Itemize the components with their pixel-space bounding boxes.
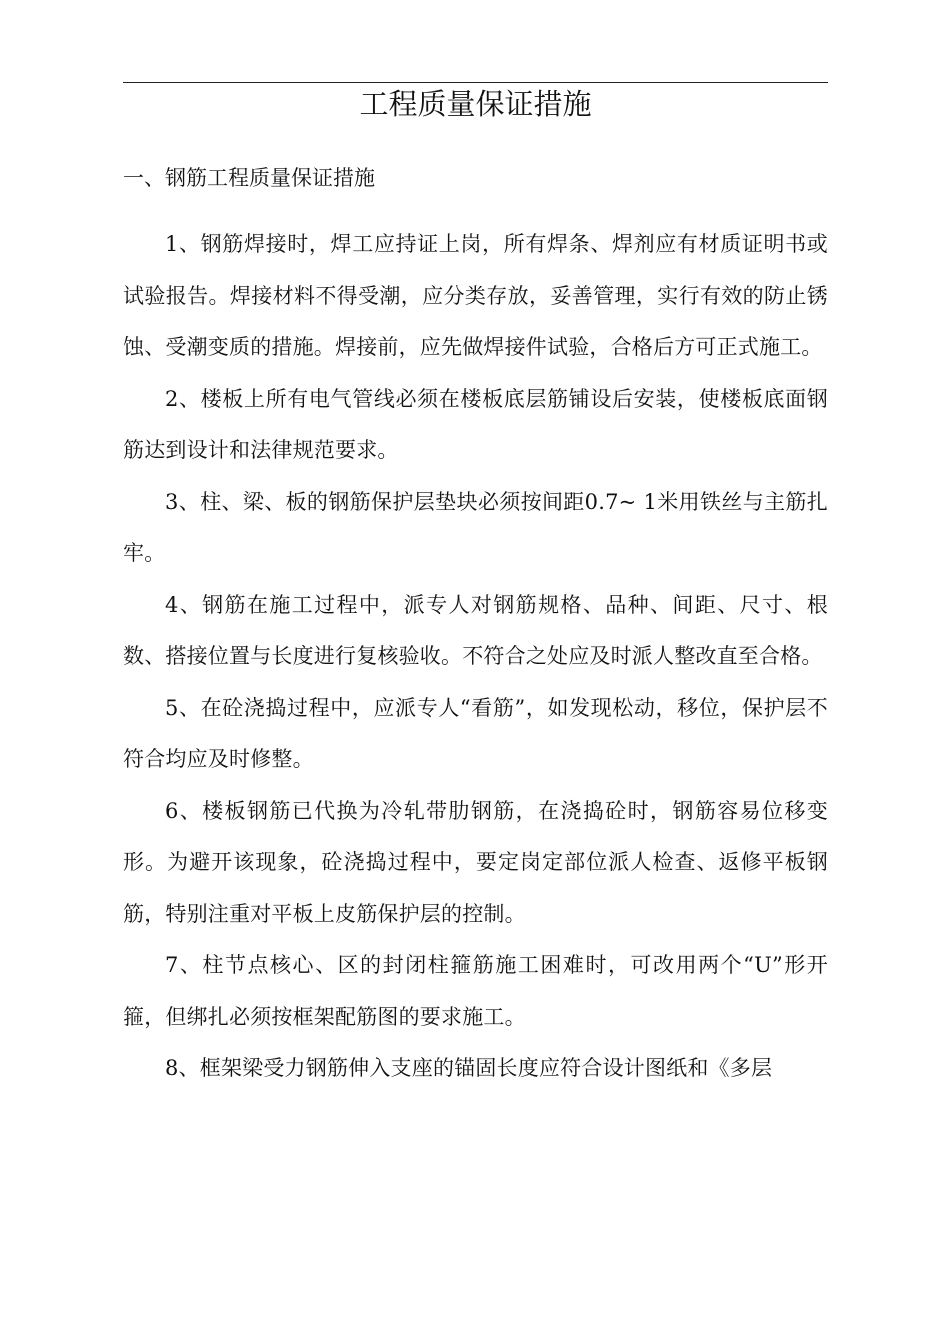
paragraph-2: 2、楼板上所有电气管线必须在楼板底层筋铺设后安装，使楼板底面钢筋达到设计和法律规范要求。 [123, 386, 828, 462]
header-rule [123, 82, 828, 83]
paragraph-5: 5、在砼浇捣过程中，应派专人“看筋”，如发现松动，移位，保护层不符合均应及时修整。 [123, 695, 828, 771]
paragraph-8: 8、框架梁受力钢筋伸入支座的锚固长度应符合设计图纸和《多层 [165, 1056, 773, 1080]
paragraph-1: 1、钢筋焊接时，焊工应持证上岗，所有焊条、焊剂应有材质证明书或试验报告。焊接材料不得受潮，应分类存放，妥善管理，实行有效的防止锈蚀、受潮变质的措施。焊接前，应先做焊接件试验，合格后方可正式施工。 [123, 232, 828, 359]
paragraph-7: 7、柱节点核心、区的封闭柱箍筋施工困难时，可改用两个“U”形开箍，但绑扎必须按框架配筋图的要求施工。 [123, 953, 828, 1029]
section-heading: 一、钢筋工程质量保证措施 [123, 166, 375, 190]
document-title: 工程质量保证措施 [359, 87, 592, 121]
body-text [123, 219, 828, 1095]
paragraph-3: 3、柱、梁、板的钢筋保护层垫块必须按间距0.7~ 1米用铁丝与主筋扎牢。 [123, 489, 828, 565]
paragraph-4: 4、钢筋在施工过程中，派专人对钢筋规格、品种、间距、尺寸、根数、搭接位置与长度进行复核验收。不符合之处应及时派人整改直至合格。 [123, 592, 828, 668]
paragraph-6: 6、楼板钢筋已代换为冷轧带肋钢筋，在浇捣砼时，钢筋容易位移变形。为避开该现象，砼浇捣过程中，要定岗定部位派人检查、返修平板钢筋，特别注重对平板上皮筋保护层的控制。 [123, 798, 828, 926]
